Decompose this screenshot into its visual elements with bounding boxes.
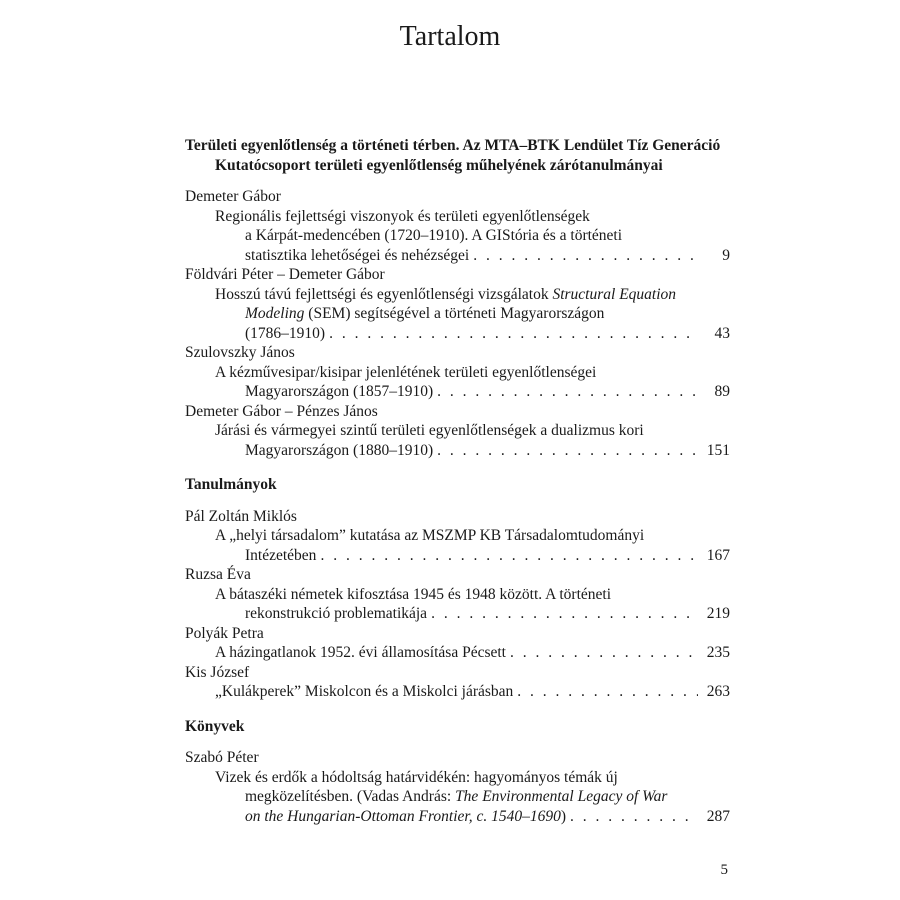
- dot-leader: [517, 682, 698, 702]
- entry-page-number: 263: [706, 683, 730, 700]
- toc-entry[interactable]: [185, 265, 730, 343]
- entry-title: Járási és vármegyei szintű területi egyenlőtlenségek a dualizmus kori: [215, 422, 644, 439]
- entry-page-number: 9: [722, 246, 730, 264]
- section-heading: Könyvek: [185, 717, 245, 735]
- entry-title-last: statisztika lehetőségei és nehézségei: [245, 246, 470, 264]
- entry-author: Kis József: [185, 663, 250, 681]
- entry-title: A bátaszéki németek kifosztása 1945 és 1948 között. A történeti: [215, 585, 612, 603]
- dot-leader: [510, 643, 698, 663]
- entry-title: A házingatlanok 1952. évi államosítása Pécsett: [215, 644, 506, 661]
- entry-author: Szulovszky János: [185, 344, 295, 361]
- entry-page-number: 219: [706, 605, 730, 622]
- dot-leader: [320, 546, 698, 566]
- entry-title: A „helyi társadalom” kutatása az MSZMP KB Társadalomtudományi: [215, 527, 645, 544]
- toc-entry[interactable]: [185, 187, 730, 265]
- toc-entry[interactable]: [185, 565, 730, 624]
- toc-entry[interactable]: [185, 748, 730, 826]
- entry-title: Hosszú távú fejlettségi és egyenlőtlenségi vizsgálatok Structural Equation: [215, 285, 677, 303]
- dot-leader: [570, 807, 698, 827]
- entry-title-last: Magyarországon (1880–1910): [245, 441, 434, 459]
- entry-title-cont: a Kárpát-medencében (1720–1910). A GIStória és a történeti: [245, 227, 623, 244]
- entry-title-cont: Modeling (SEM) segítségével a történeti Magyarországon: [245, 305, 605, 322]
- entry-page-number: 89: [714, 383, 730, 400]
- entry-title-last: rekonstrukció problematikája: [245, 605, 428, 622]
- page-number: 5: [720, 862, 728, 878]
- toc-entry[interactable]: [185, 402, 730, 461]
- toc-section: [185, 475, 730, 495]
- entry-title-cont: megközelítésben. (Vadas András: The Environmental Legacy of War: [245, 788, 668, 805]
- toc-entry[interactable]: [185, 507, 730, 566]
- entry-page-number: 287: [706, 807, 730, 825]
- dot-leader: [437, 382, 698, 402]
- entry-author: Szabó Péter: [185, 749, 259, 766]
- entry-title: Vizek és erdők a hódoltság határvidékén: hagyományos témák új: [215, 768, 618, 786]
- dot-leader: [437, 441, 698, 461]
- entry-page-number: 151: [706, 441, 730, 459]
- entry-author: Polyák Petra: [185, 624, 264, 642]
- dot-leader: [329, 324, 698, 344]
- entry-author: Ruzsa Éva: [185, 566, 251, 583]
- entry-title-last: (1786–1910): [245, 324, 326, 342]
- section-heading: Tanulmányok: [185, 476, 277, 493]
- entry-author: Demeter Gábor – Pénzes János: [185, 402, 378, 420]
- dot-leader: [473, 246, 698, 266]
- entry-title: A kézművesipar/kisipar jelenlétének területi egyenlőtlenségei: [215, 363, 597, 381]
- entry-page-number: 235: [706, 644, 730, 661]
- toc-section: [185, 717, 730, 737]
- entry-title-last: on the Hungarian-Ottoman Frontier, c. 1540–1690): [245, 807, 567, 825]
- toc-section: [185, 136, 730, 175]
- entry-page-number: 43: [714, 324, 730, 342]
- entry-author: Földvári Péter – Demeter Gábor: [185, 266, 385, 283]
- section-heading: Területi egyenlőtlenség a történeti térben. Az MTA–BTK Lendület Tíz Generáció Kutatócsoport területi egyenlőtlenség műhelyének zárótanulmányai: [185, 137, 721, 174]
- dot-leader: [431, 604, 698, 624]
- entry-title: „Kulákperek” Miskolcon és a Miskolci járásban: [215, 683, 514, 700]
- entry-page-number: 167: [706, 546, 730, 564]
- table-of-contents: [185, 136, 730, 826]
- page-title: Tartalom: [399, 21, 501, 52]
- entry-title-last: Magyarországon (1857–1910): [245, 383, 434, 400]
- toc-entry[interactable]: [185, 624, 730, 663]
- toc-entry[interactable]: [185, 663, 730, 702]
- entry-title: Regionális fejlettségi viszonyok és területi egyenlőtlenségek: [215, 207, 590, 225]
- entry-title-last: Intézetében: [245, 546, 317, 564]
- entry-author: Demeter Gábor: [185, 188, 281, 205]
- entry-author: Pál Zoltán Miklós: [185, 507, 297, 525]
- toc-entry[interactable]: [185, 343, 730, 402]
